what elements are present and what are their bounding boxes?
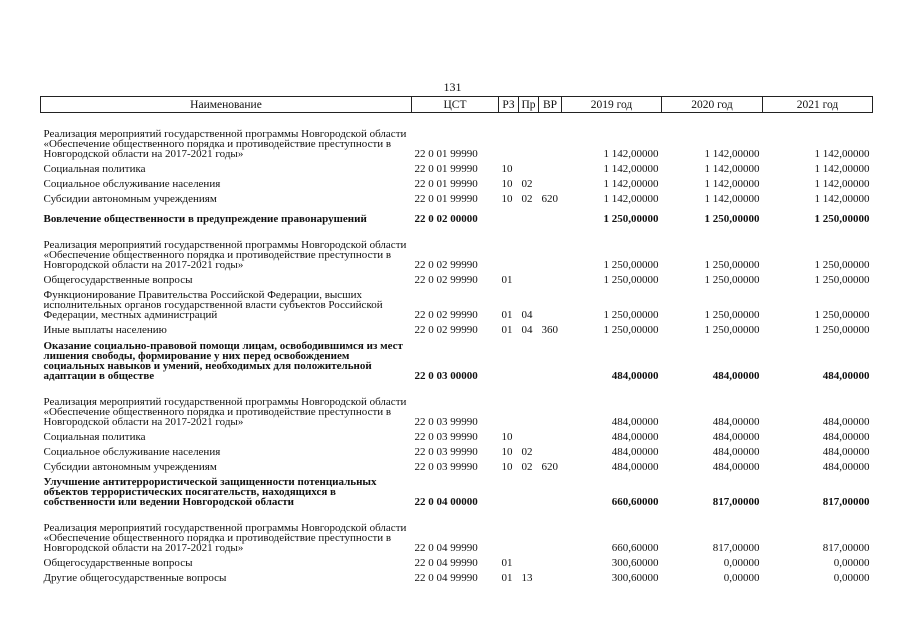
cell-2019: 1 142,00000 [603, 178, 659, 190]
header-cst: ЦСТ [412, 97, 499, 113]
cell-cst: 22 0 01 99990 [414, 148, 478, 160]
cell-2019: 1 250,00000 [603, 324, 659, 336]
cell-rz: 10 [501, 178, 513, 190]
cell-pr [519, 507, 539, 553]
cell-name: Реализация мероприятий государственной программы Новгородской области «Обеспечение общественного порядка и противодействие преступности в Новгородской области на 2017-2021 годы» [43, 522, 407, 554]
cell-2021: 484,00000 [822, 370, 870, 382]
cell-pr [519, 270, 539, 285]
cell-cst: 22 0 02 00000 [414, 213, 478, 225]
cell-pr [519, 159, 539, 174]
cell-pr [519, 113, 539, 160]
cell-pr [519, 335, 539, 381]
cell-cst: 22 0 02 99990 [414, 324, 478, 336]
cell-cst: 22 0 01 99990 [414, 193, 478, 205]
header-2019: 2019 год [562, 97, 662, 113]
table-row [41, 553, 873, 568]
table-row [41, 270, 873, 285]
cell-pr: 02 [521, 446, 533, 458]
cell-vr [539, 224, 562, 270]
cell-rz [499, 113, 519, 160]
cell-2020: 817,00000 [712, 542, 760, 554]
cell-2021: 1 250,00000 [814, 309, 870, 321]
cell-2019: 484,00000 [611, 370, 659, 382]
cell-name: Улучшение антитеррористической защищенности потенциальных объектов террористических посягательств, находящихся в собственности или ведении Новгородской области [43, 476, 377, 508]
cell-cst: 22 0 03 00000 [414, 370, 478, 382]
cell-2021: 1 142,00000 [814, 163, 870, 175]
cell-vr [539, 159, 562, 174]
cell-pr [519, 204, 539, 224]
cell-name: Социальная политика [43, 163, 146, 175]
cell-vr: 620 [541, 193, 558, 205]
cell-2019: 660,60000 [611, 542, 659, 554]
cell-name: Социальное обслуживание населения [43, 178, 221, 190]
cell-name: Реализация мероприятий государственной программы Новгородской области «Обеспечение общественного порядка и противодействие преступности в Новгородской области на 2017-2021 годы» [43, 396, 407, 428]
cell-rz [499, 335, 519, 381]
cell-2021: 1 250,00000 [814, 274, 870, 286]
cell-pr: 04 [521, 324, 533, 336]
cell-cst: 22 0 04 00000 [414, 496, 478, 508]
table-row [41, 224, 873, 270]
cell-cst: 22 0 04 99990 [414, 542, 478, 554]
cell-rz [499, 507, 519, 553]
cell-cst: 22 0 04 99990 [414, 557, 478, 569]
cell-2019: 484,00000 [611, 461, 659, 473]
cell-rz: 01 [501, 324, 513, 336]
cell-name: Субсидии автономным учреждениям [43, 461, 217, 473]
cell-2020: 484,00000 [712, 446, 760, 458]
header-2021: 2021 год [763, 97, 873, 113]
cell-pr [519, 381, 539, 427]
cell-rz: 01 [501, 274, 513, 286]
cell-name: Иные выплаты населению [43, 324, 167, 336]
cell-2019: 1 250,00000 [603, 259, 659, 271]
cell-vr [539, 285, 562, 320]
cell-2019: 1 250,00000 [603, 213, 659, 225]
table-row [41, 442, 873, 457]
table-row [41, 204, 873, 224]
cell-vr: 360 [541, 324, 558, 336]
cell-pr: 02 [521, 461, 533, 473]
cell-2019: 484,00000 [611, 431, 659, 443]
cell-pr: 02 [521, 178, 533, 190]
cell-2020: 1 142,00000 [704, 178, 760, 190]
cell-pr [519, 553, 539, 568]
cell-cst: 22 0 03 99990 [414, 461, 478, 473]
cell-2020: 1 250,00000 [704, 213, 760, 225]
cell-cst: 22 0 02 99990 [414, 274, 478, 286]
cell-name: Социальное обслуживание населения [43, 446, 221, 458]
cell-pr: 13 [521, 572, 533, 584]
table-row [41, 285, 873, 320]
cell-2020: 1 250,00000 [704, 274, 760, 286]
cell-rz: 10 [501, 163, 513, 175]
cell-vr [539, 204, 562, 224]
cell-2021: 1 250,00000 [814, 324, 870, 336]
cell-name: Реализация мероприятий государственной программы Новгородской области «Обеспечение общественного порядка и противодействие преступности в Новгородской области на 2017-2021 годы» [43, 128, 407, 160]
header-name: Наименование [41, 97, 412, 113]
cell-2021: 1 142,00000 [814, 148, 870, 160]
cell-pr [519, 472, 539, 507]
cell-vr: 620 [541, 461, 558, 473]
cell-rz: 01 [501, 309, 513, 321]
cell-vr [539, 507, 562, 553]
cell-2020: 484,00000 [712, 370, 760, 382]
cell-rz [499, 224, 519, 270]
cell-cst: 22 0 04 99990 [414, 572, 478, 584]
table-row [41, 507, 873, 553]
table-row [41, 472, 873, 507]
cell-2021: 484,00000 [822, 461, 870, 473]
table-row [41, 381, 873, 427]
header-rz: РЗ [499, 97, 519, 113]
cell-pr [519, 427, 539, 442]
cell-2019: 1 142,00000 [603, 193, 659, 205]
cell-rz: 10 [501, 446, 513, 458]
page-number: 131 [443, 80, 462, 94]
cell-2020: 1 142,00000 [704, 193, 760, 205]
cell-cst: 22 0 01 99990 [414, 178, 478, 190]
cell-name: Другие общегосударственные вопросы [43, 572, 227, 584]
cell-2019: 660,60000 [611, 496, 659, 508]
cell-2019: 1 142,00000 [603, 163, 659, 175]
cell-name: Функционирование Правительства Российской Федерации, высших исполнительных органов государственной власти субъектов Российской Федерации, местных администраций [43, 289, 383, 321]
header-2020: 2020 год [662, 97, 763, 113]
table-row [41, 457, 873, 472]
table-row [41, 113, 873, 160]
cell-vr [539, 553, 562, 568]
cell-rz [499, 381, 519, 427]
cell-2020: 0,00000 [723, 557, 760, 569]
cell-name: Общегосударственные вопросы [43, 557, 193, 569]
cell-vr [539, 113, 562, 160]
cell-2019: 300,60000 [611, 557, 659, 569]
cell-cst: 22 0 03 99990 [414, 446, 478, 458]
table-row [41, 335, 873, 381]
cell-2019: 484,00000 [611, 416, 659, 428]
cell-cst: 22 0 02 99990 [414, 309, 478, 321]
cell-pr [519, 224, 539, 270]
table-row [41, 320, 873, 335]
cell-vr [539, 442, 562, 457]
header-vr: ВР [539, 97, 562, 113]
cell-2020: 1 142,00000 [704, 163, 760, 175]
cell-cst: 22 0 03 99990 [414, 431, 478, 443]
cell-2021: 1 250,00000 [814, 259, 870, 271]
cell-2021: 484,00000 [822, 446, 870, 458]
cell-pr: 04 [521, 309, 533, 321]
cell-vr [539, 472, 562, 507]
cell-2020: 484,00000 [712, 461, 760, 473]
cell-2020: 484,00000 [712, 431, 760, 443]
cell-2020: 484,00000 [712, 416, 760, 428]
cell-vr [539, 335, 562, 381]
table-row [41, 174, 873, 189]
cell-2021: 817,00000 [822, 496, 870, 508]
cell-name: Оказание социально-правовой помощи лицам, освободившимся из мест лишения свободы, формирование у них перед освобождением социальных навыков и умений, необходимых для положительной адаптации в обществе [43, 340, 403, 382]
budget-table [40, 96, 873, 583]
cell-pr: 02 [521, 193, 533, 205]
cell-name: Вовлечение общественности в предупреждение правонарушений [43, 213, 367, 225]
cell-2021: 1 142,00000 [814, 193, 870, 205]
cell-2021: 817,00000 [822, 542, 870, 554]
table-row [41, 568, 873, 583]
cell-2019: 1 250,00000 [603, 274, 659, 286]
cell-2020: 1 250,00000 [704, 324, 760, 336]
cell-rz: 01 [501, 572, 513, 584]
cell-rz [499, 204, 519, 224]
cell-rz [499, 472, 519, 507]
cell-vr [539, 568, 562, 583]
cell-2021: 0,00000 [833, 557, 870, 569]
header-pr: Пр [519, 97, 539, 113]
cell-cst: 22 0 03 99990 [414, 416, 478, 428]
cell-2020: 1 250,00000 [704, 259, 760, 271]
cell-2021: 0,00000 [833, 572, 870, 584]
cell-vr [539, 427, 562, 442]
cell-2019: 1 250,00000 [603, 309, 659, 321]
cell-name: Субсидии автономным учреждениям [43, 193, 217, 205]
table-row [41, 189, 873, 204]
cell-2020: 0,00000 [723, 572, 760, 584]
cell-rz: 10 [501, 193, 513, 205]
cell-2021: 1 250,00000 [814, 213, 870, 225]
table-row [41, 159, 873, 174]
cell-name: Общегосударственные вопросы [43, 274, 193, 286]
cell-rz: 10 [501, 431, 513, 443]
cell-2019: 484,00000 [611, 446, 659, 458]
cell-name: Реализация мероприятий государственной программы Новгородской области «Обеспечение общественного порядка и противодействие преступности в Новгородской области на 2017-2021 годы» [43, 239, 407, 271]
cell-cst: 22 0 02 99990 [414, 259, 478, 271]
cell-cst: 22 0 01 99990 [414, 163, 478, 175]
cell-2020: 1 142,00000 [704, 148, 760, 160]
cell-2019: 300,60000 [611, 572, 659, 584]
cell-2020: 1 250,00000 [704, 309, 760, 321]
table-row [41, 427, 873, 442]
cell-vr [539, 270, 562, 285]
cell-name: Социальная политика [43, 431, 146, 443]
cell-rz: 10 [501, 461, 513, 473]
cell-vr [539, 381, 562, 427]
cell-2019: 1 142,00000 [603, 148, 659, 160]
table-header-row [41, 97, 873, 113]
cell-2021: 484,00000 [822, 416, 870, 428]
cell-2021: 1 142,00000 [814, 178, 870, 190]
cell-2020: 817,00000 [712, 496, 760, 508]
cell-2021: 484,00000 [822, 431, 870, 443]
cell-vr [539, 174, 562, 189]
cell-rz: 01 [501, 557, 513, 569]
